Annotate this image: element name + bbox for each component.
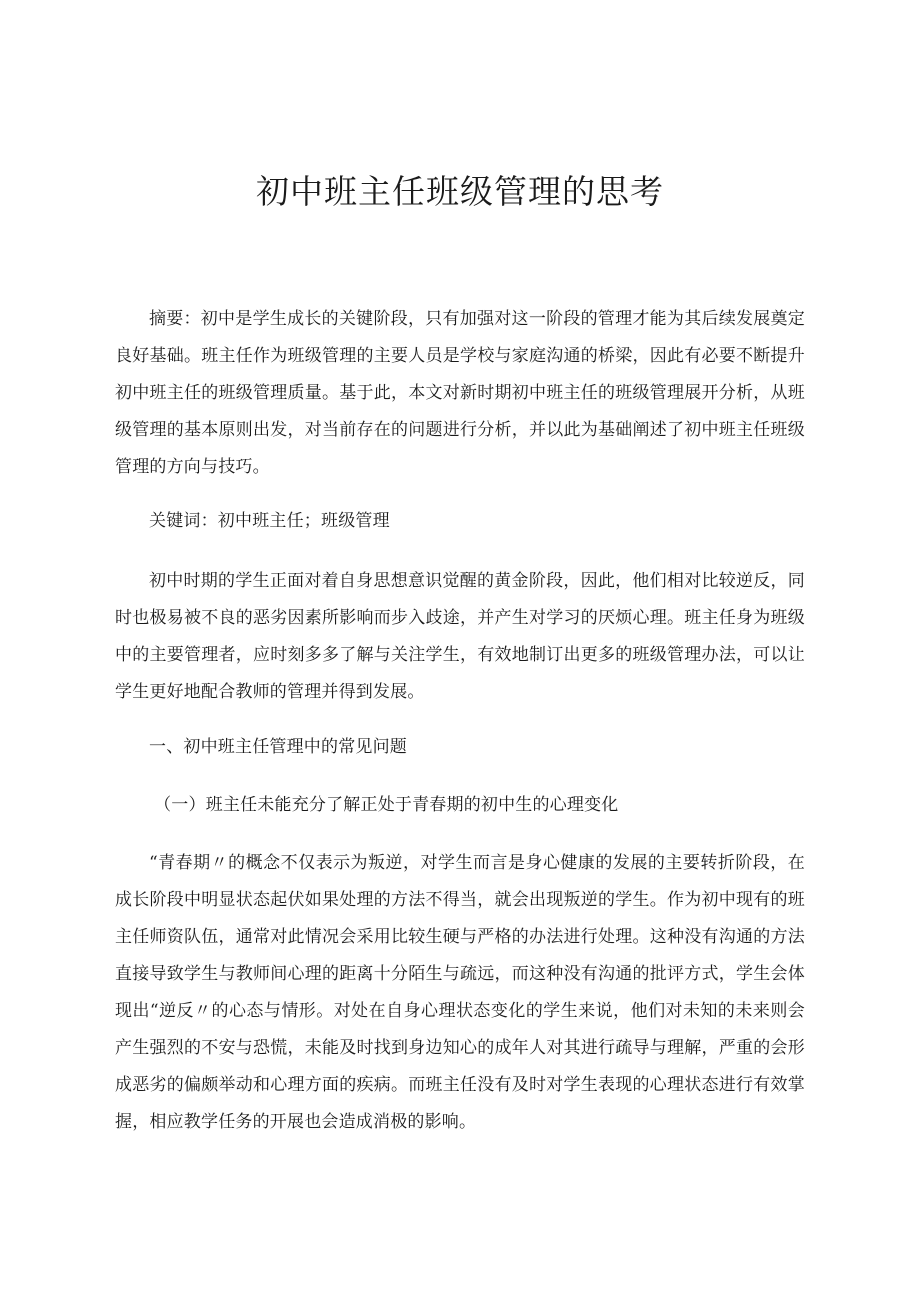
body-paragraph: “青春期〃的概念不仅表示为叛逆，对学生而言是身心健康的发展的主要转折阶段，在成长阶段中明显状态起伏如果处理的方法不得当，就会出现叛逆的学生。作为初中现有的班主任师资队伍，通常对此情况会采用比较生硬与严格的办法进行处理。这种没有沟通的方法直接导致学生与教师间心理的距离十分陌生与疏远，而这种没有沟通的批评方式，学生会体现出“逆反〃的心态与情形。对处在自身心理状态变化的学生来说，他们对未知的未来则会产生强烈的不安与恐慌，未能及时找到身边知心的成年人对其进行疏导与理解，严重的会形成恶劣的偏颇举动和心理方面的疾病。而班主任没有及时对学生表现的心理状态进行有效掌握，相应教学任务的开展也会造成消极的影响。 — [115, 853, 805, 1132]
subsection-heading: （一）班主任未能充分了解正处于青春期的初中生的心理变化 — [154, 795, 619, 815]
intro-paragraph: 初中时期的学生正面对着自身思想意识觉醒的黄金阶段，因此，他们相对比较逆反，同时也极易被不良的恶劣因素所影响而步入歧途，并产生对学习的厌烦心理。班主任身为班级中的主要管理者，应时刻多多了解与关注学生，有效地制订出更多的班级管理办法，可以让学生更好地配合教师的管理并得到发展。 — [115, 571, 805, 702]
abstract-paragraph: 摘要：初中是学生成长的关键阶段，只有加强对这一阶段的管理才能为其后续发展奠定良好基础。班主任作为班级管理的主要人员是学校与家庭沟通的桥梁，因此有必要不断提升初中班主任的班级管理质量。基于此，本文对新时期初中班主任的班级管理展开分析，从班级管理的基本原则出发，对当前存在的问题进行分析，并以此为基础阐述了初中班主任班级管理的方向与技巧。 — [115, 309, 805, 477]
keywords-paragraph: 关键词：初中班主任；班级管理 — [149, 511, 390, 531]
section-heading: 一、初中班主任管理中的常见问题 — [149, 737, 407, 757]
document-title: 初中班主任班级管理的思考 — [256, 172, 664, 211]
